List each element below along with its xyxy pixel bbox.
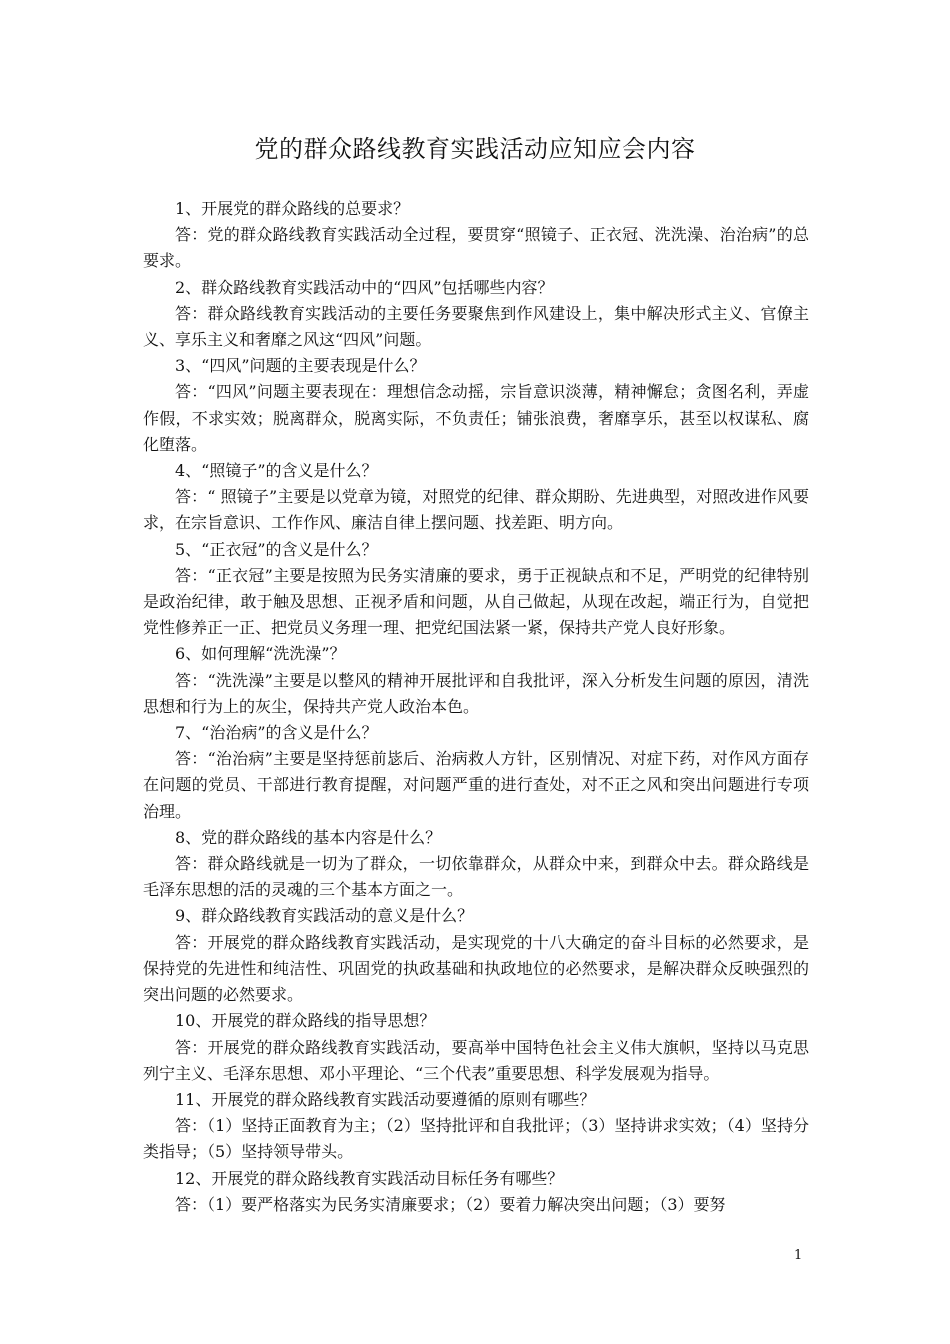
page-number: 1 — [794, 1248, 803, 1263]
answer-5: 答：“正衣冠”主要是按照为民务实清廉的要求，勇于正视缺点和不足，严明党的纪律特别是政治纪律，敢于触及思想、正视矛盾和问题，从自己做起，从现在改起，端正行为，自觉把党性修养正一正、把党员义务理一理、把党纪国法紧一紧，保持共产党人良好形象。 — [143, 565, 809, 638]
question-3: 3、“四风”问题的主要表现是什么？ — [175, 356, 426, 376]
document-title: 党的群众路线教育实践活动应知应会内容 — [254, 135, 696, 163]
question-2: 2、群众路线教育实践活动中的“四风”包括哪些内容？ — [175, 277, 554, 297]
question-12: 12、开展党的群众路线教育实践活动目标任务有哪些？ — [175, 1168, 564, 1188]
answer-1: 答：党的群众路线教育实践活动全过程，要贯穿“照镜子、正衣冠、洗洗澡、治治病”的总要求。 — [143, 225, 809, 271]
answer-6: 答：“洗洗澡”主要是以整风的精神开展批评和自我批评，深入分析发生问题的原因，清洗思想和行为上的灰尘，保持共产党人政治本色。 — [143, 670, 809, 716]
answer-2: 答：群众路线教育实践活动的主要任务要聚焦到作风建设上，集中解决形式主义、官僚主义、享乐主义和奢靡之风这“四风”问题。 — [143, 303, 809, 350]
question-5: 5、“正衣冠”的含义是什么？ — [175, 539, 378, 559]
answer-8: 答：群众路线就是一切为了群众，一切依靠群众，从群众中来，到群众中去。群众路线是毛泽东思想的活的灵魂的三个基本方面之一。 — [143, 854, 809, 900]
answer-12: 答：（1）要严格落实为民务实清廉要求；（2）要着力解决突出问题；（3）要努 — [175, 1194, 726, 1214]
qa-list — [143, 196, 809, 1218]
question-7: 7、“治治病”的含义是什么？ — [175, 723, 378, 743]
question-1: 1、开展党的群众路线的总要求？ — [175, 199, 410, 218]
answer-9: 答：开展党的群众路线教育实践活动，是实现党的十八大确定的奋斗目标的必然要求，是保持党的先进性和纯洁性、巩固党的执政基础和执政地位的必然要求，是解决群众反映强烈的突出问题的必然要求。 — [143, 932, 809, 1005]
question-6: 6、如何理解“洗洗澡”？ — [175, 644, 346, 664]
question-10: 10、开展党的群众路线的指导思想？ — [175, 1011, 436, 1031]
answer-11: 答：（1）坚持正面教育为主；（2）坚持批评和自我批评；（3）坚持讲求实效；（4）坚持分类指导；（5）坚持领导带头。 — [143, 1116, 809, 1162]
answer-7: 答：“治治病”主要是坚持惩前毖后、治病救人方针，区别情况、对症下药，对作风方面存在问题的党员、干部进行教育提醒，对问题严重的进行查处，对不正之风和突出问题进行专项治理。 — [143, 749, 809, 821]
answer-4: 答：“ 照镜子”主要是以党章为镜，对照党的纪律、群众期盼、先进典型，对照改进作风要求，在宗旨意识、工作作风、廉洁自律上摆问题、找差距、明方向。 — [143, 487, 809, 533]
question-8: 8、党的群众路线的基本内容是什么？ — [175, 827, 442, 847]
question-4: 4、“照镜子”的含义是什么？ — [175, 461, 378, 481]
answer-3: 答：“四风”问题主要表现在：理想信念动摇，宗旨意识淡薄，精神懈怠；贪图名利，弄虚作假，不求实效；脱离群众，脱离实际，不负责任；铺张浪费，奢靡享乐，甚至以权谋私、腐化堕落。 — [143, 382, 809, 454]
question-11: 11、开展党的群众路线教育实践活动要遵循的原则有哪些？ — [175, 1089, 596, 1109]
question-9: 9、群众路线教育实践活动的意义是什么？ — [175, 906, 474, 926]
answer-10: 答：开展党的群众路线教育实践活动，要高举中国特色社会主义伟大旗帜，坚持以马克思列宁主义、毛泽东思想、邓小平理论、“三个代表”重要思想、科学发展观为指导。 — [143, 1037, 809, 1083]
